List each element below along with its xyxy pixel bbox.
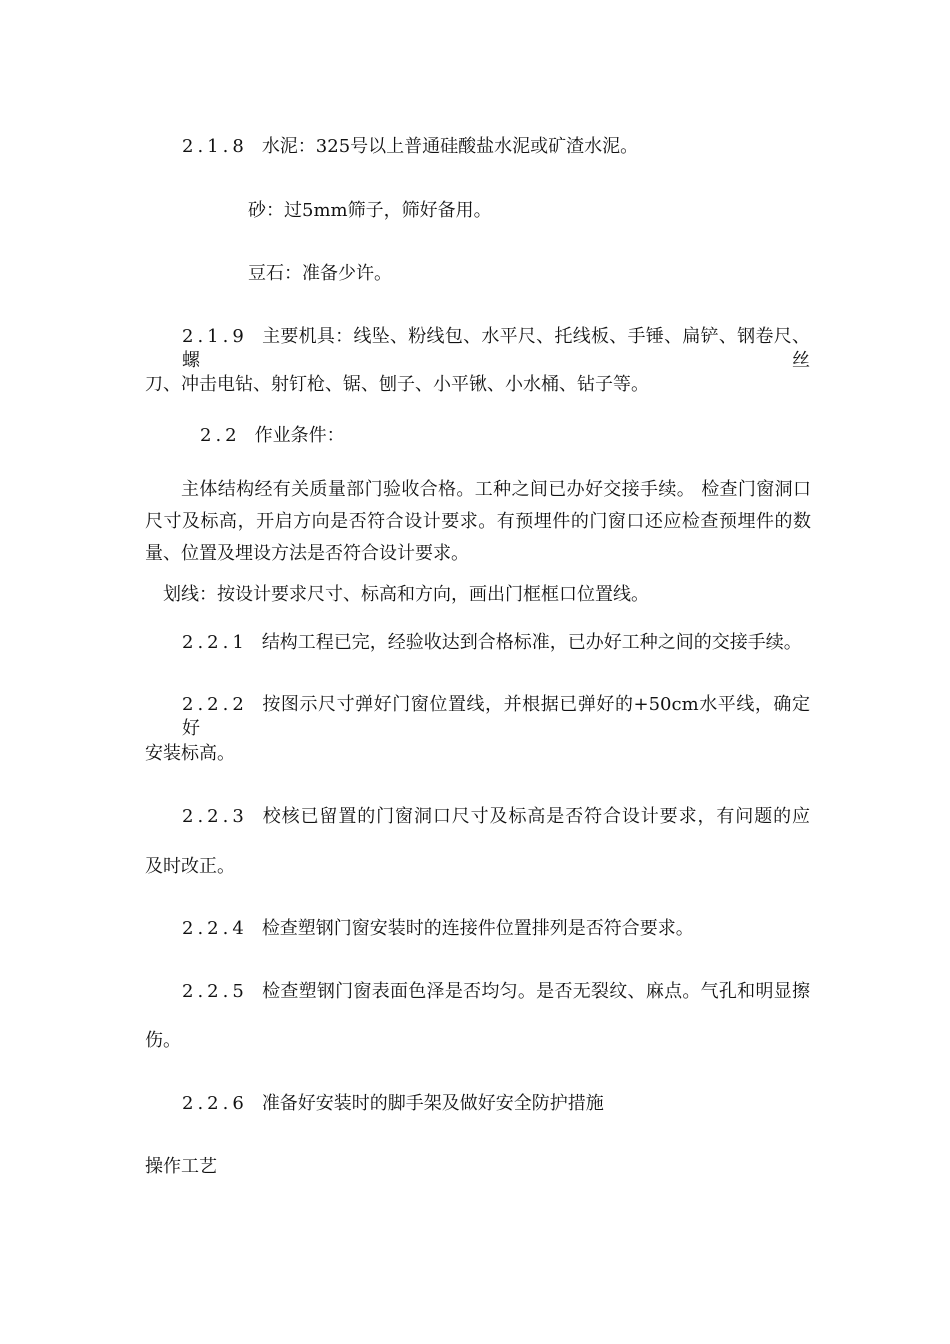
- clause-2-2-5-continuation: 伤。: [145, 1030, 181, 1051]
- next-section-heading: 操作工艺: [145, 1156, 217, 1177]
- clause-2-2-5: [182, 980, 810, 1004]
- clause-number: 2.2.4: [182, 918, 248, 939]
- section-2-2-heading: [200, 424, 345, 448]
- pea-stone-line: 豆石：准备少许。: [248, 263, 392, 284]
- clause-2-2-3-continuation: 及时改正。: [145, 856, 235, 877]
- clause-2-1-9: [182, 325, 810, 373]
- clause-2-2-3: [182, 805, 810, 829]
- clause-number: 2.1.9: [182, 326, 248, 347]
- marking-line: 划线：按设计要求尺寸、标高和方向，画出门框框口位置线。: [163, 584, 649, 605]
- section-number: 2.2: [200, 425, 241, 446]
- clause-text: 准备好安装时的脚手架及做好安全防护措施: [261, 1093, 604, 1114]
- clause-number: 2.1.8: [182, 136, 248, 157]
- clause-text-line1: 校核已留置的门窗洞口尺寸及标高是否符合设计要求，有问题的应: [261, 806, 810, 827]
- clause-text-line1: 主要机具：线坠、粉线包、水平尺、托线板、手锤、扁铲、钢卷尺、螺丝: [182, 326, 810, 371]
- clause-number: 2.2.5: [182, 981, 248, 1002]
- clause-text: 结构工程已完，经验收达到合格标准，已办好工种之间的交接手续。: [261, 632, 802, 653]
- clause-text: 水泥：325号以上普通硅酸盐水泥或矿渣水泥。: [261, 136, 639, 157]
- section-title: 作业条件：: [254, 425, 345, 446]
- intro-paragraph: 主体结构经有关质量部门验收合格。工种之间已办好交接手续。 检查门窗洞口尺寸及标高，开启方向是否符合设计要求。有预埋件的门窗口还应检查预埋件的数量、位置及埋设方法是否符合设计要求。: [145, 479, 811, 564]
- clause-2-2-2: [182, 693, 810, 741]
- clause-2-1-8: [182, 135, 638, 159]
- sand-line: 砂：过5mm筛子，筛好备用。: [248, 200, 492, 221]
- clause-text-line1: 按图示尺寸弹好门窗位置线，并根据已弹好的+50cm水平线，确定好: [182, 694, 810, 739]
- clause-text: 检查塑钢门窗安装时的连接件位置排列是否符合要求。: [261, 918, 694, 939]
- clause-2-2-2-continuation: 安装标高。: [145, 743, 235, 764]
- clause-text-line1: 检查塑钢门窗表面色泽是否均匀。是否无裂纹、麻点。气孔和明显擦: [261, 981, 810, 1002]
- clause-number: 2.2.1: [182, 632, 248, 653]
- clause-2-1-9-continuation: 刀、冲击电钻、射钉枪、锯、刨子、小平锹、小水桶、钻子等。: [145, 374, 649, 395]
- clause-number: 2.2.6: [182, 1093, 248, 1114]
- clause-number: 2.2.3: [182, 806, 248, 827]
- clause-2-2-6: [182, 1092, 604, 1116]
- clause-2-2-1: [182, 631, 802, 655]
- clause-2-2-4: [182, 917, 694, 941]
- clause-number: 2.2.2: [182, 694, 248, 715]
